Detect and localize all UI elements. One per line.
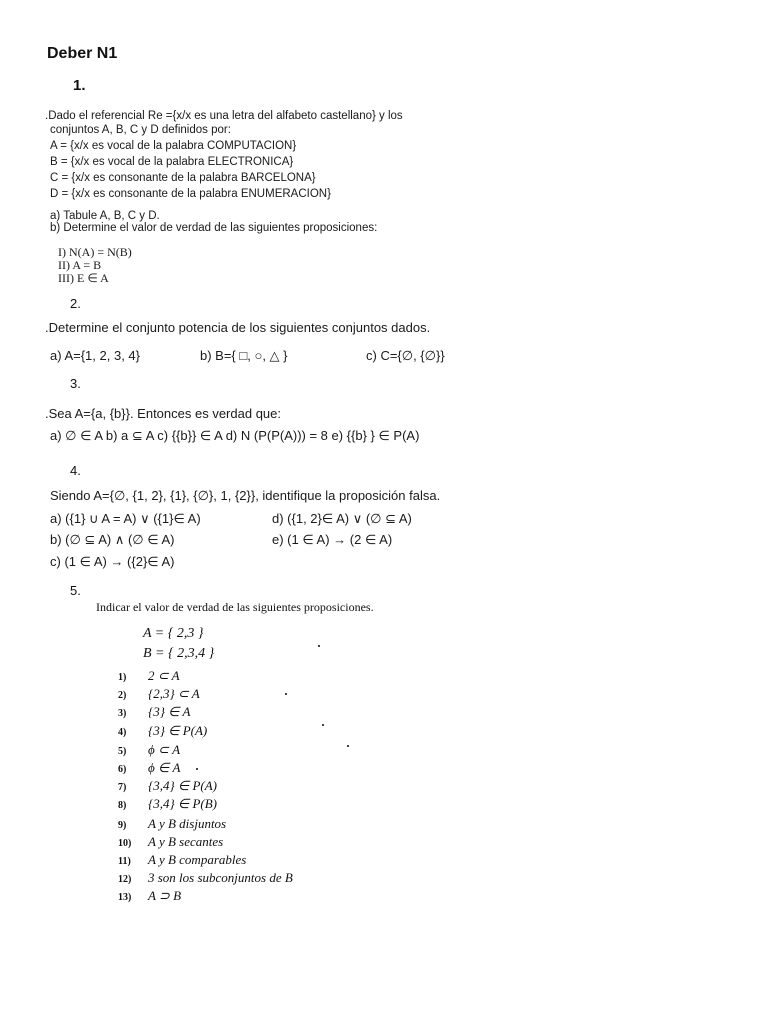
q1-intro-line-1: .Dado el referencial Re ={x/x es una letra del alfabeto castellano} y los <box>45 110 403 122</box>
question-1-number: 1. <box>73 77 86 94</box>
q5-item: 13) A ⊃ B <box>118 888 182 903</box>
question-3-number: 3. <box>70 376 81 391</box>
scan-speck <box>318 645 320 647</box>
q5-item: 7) {3,4} ∈ P(A) <box>118 778 218 793</box>
scan-speck <box>347 745 349 747</box>
q5-item: 12) 3 son los subconjuntos de B <box>118 870 293 885</box>
q2-option-c: c) C={∅, {∅}} <box>366 348 445 363</box>
q5-item: 2) {2,3} ⊂ A <box>118 686 200 701</box>
question-5-number: 5. <box>70 583 81 598</box>
q1-task-b: b) Determine el valor de verdad de las siguientes proposiciones: <box>50 222 378 234</box>
q5-item: 11) A y B comparables <box>118 852 247 867</box>
scan-speck <box>322 724 324 726</box>
q5-item: 3) {3} ∈ A <box>118 704 191 719</box>
q2-option-b: b) B={ □, ○, △ } <box>200 348 288 363</box>
q5-item: 4) {3} ∈ P(A) <box>118 723 208 738</box>
q1-task-a: a) Tabule A, B, C y D. <box>50 210 160 222</box>
question-2-number: 2. <box>70 296 81 311</box>
q4-option-e: e) (1 ∈ A) → (2 ∈ A) <box>272 532 393 547</box>
q4-option-d: d) ({1, 2}∈ A) ∨ (∅ ⊆ A) <box>272 511 412 526</box>
q5-item: 5) ϕ ⊂ A <box>118 742 181 757</box>
q5-item: 9) A y B disjuntos <box>118 816 227 831</box>
q1-prop-3: III) E ∈ A <box>58 271 109 285</box>
q5-item: 6) ϕ ∈ A <box>118 760 181 775</box>
q4-option-a: a) ({1} ∪ A = A) ∨ ({1}∈ A) <box>50 511 201 526</box>
q3-statement: .Sea A={a, {b}}. Entonces es verdad que: <box>45 406 281 421</box>
q1-set-b: B = {x/x es vocal de la palabra ELECTRONICA} <box>50 156 294 168</box>
q1-prop-1: I) N(A) = N(B) <box>58 245 132 259</box>
q5-item: 1) 2 ⊂ A <box>118 668 180 683</box>
q5-set-a: A = { 2,3 } <box>143 626 204 641</box>
scan-speck <box>285 693 287 695</box>
q3-options: a) ∅ ∈ A b) a ⊆ A c) {{b}} ∈ A d) N (P(P(A))) = 8 e) {{b} } ∈ P(A) <box>50 428 420 443</box>
q5-item: 10) A y B secantes <box>118 834 224 849</box>
question-4-number: 4. <box>70 463 81 478</box>
q4-option-c: c) (1 ∈ A) → ({2}∈ A) <box>50 554 175 569</box>
q2-statement: .Determine el conjunto potencia de los siguientes conjuntos dados. <box>45 320 431 335</box>
q5-set-b: B = { 2,3,4 } <box>143 646 215 661</box>
q1-prop-2: II) A = B <box>58 258 102 272</box>
q4-statement: Siendo A={∅, {1, 2}, {1}, {∅}, 1, {2}}, identifique la proposición falsa. <box>50 488 441 503</box>
q5-statement: Indicar el valor de verdad de las siguientes proposiciones. <box>96 600 374 614</box>
q1-set-d: D = {x/x es consonante de la palabra ENUMERACION} <box>50 188 331 200</box>
q1-set-c: C = {x/x es consonante de la palabra BARCELONA} <box>50 172 316 184</box>
scan-speck <box>196 768 198 770</box>
q4-option-b: b) (∅ ⊆ A) ∧ (∅ ∈ A) <box>50 532 175 547</box>
q2-option-a: a) A={1, 2, 3, 4} <box>50 348 140 363</box>
page-title: Deber N1 <box>47 45 118 62</box>
q1-intro-line-2: conjuntos A, B, C y D definidos por: <box>50 124 231 136</box>
q1-set-a: A = {x/x es vocal de la palabra COMPUTACION} <box>50 140 297 152</box>
q5-item: 8) {3,4} ∈ P(B) <box>118 796 218 811</box>
